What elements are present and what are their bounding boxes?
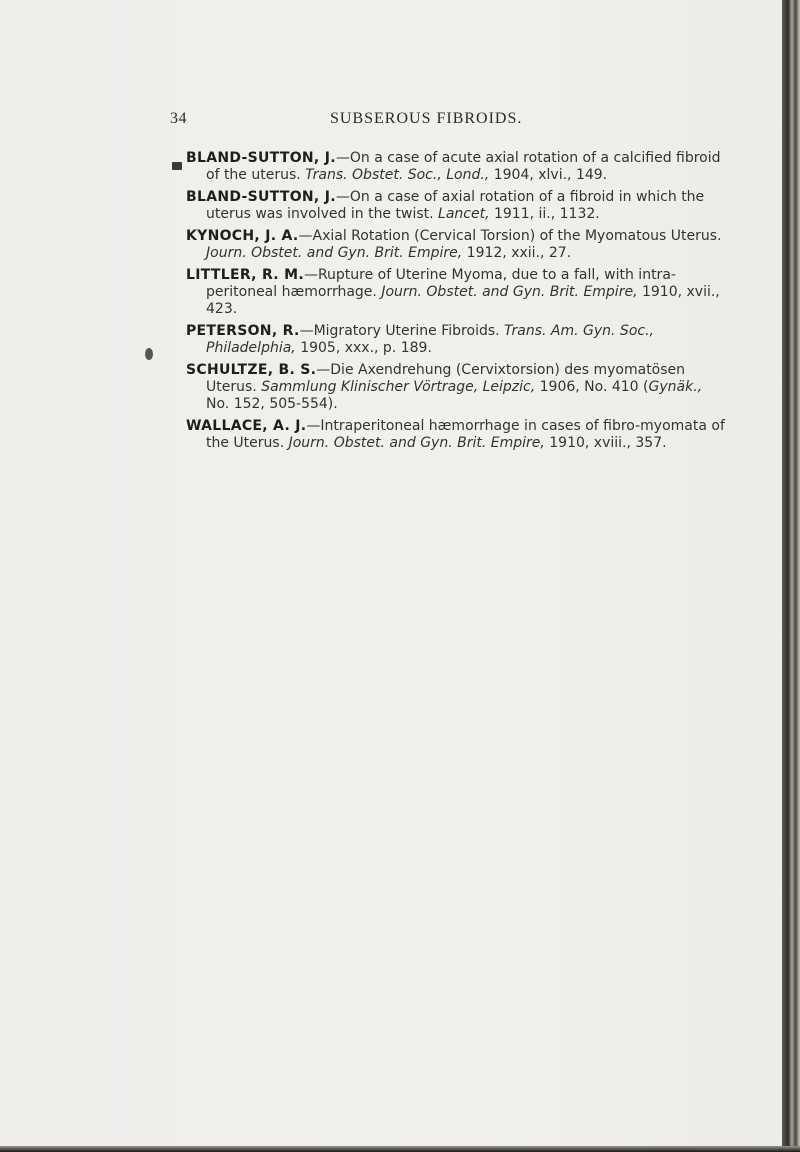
reference-citation: 1911, ii., 1132. (489, 206, 600, 222)
reference-text: —Rupture of Uterine Myoma, due to a fall, with intra-peritoneal hæmorrhage. (206, 267, 676, 300)
reference-text: —Die Axendrehung (Cervixtorsion) des myomatösen Uterus. (206, 362, 686, 395)
reference-text: —On a case of axial rotation of a fibroid in which the uterus was involved in the twist. (206, 189, 705, 222)
reference-citation: 1904, xlvi., 149. (489, 167, 608, 183)
reference-author: KYNOCH, J. A. (186, 228, 299, 244)
reference-author: LITTLER, R. M. (186, 267, 304, 283)
reference-author: SCHULTZE, B. S. (186, 362, 317, 378)
reference-journal: Lancet, (438, 206, 490, 222)
reference-author: BLAND-SUTTON, J. (186, 150, 336, 166)
reference-entry (186, 362, 726, 413)
reference-journal: Trans. Obstet. Soc., Lond., (305, 167, 490, 183)
page-bottom-edge (0, 1146, 800, 1152)
reference-journal: Sammlung Klinischer Vörtrage, Leipzic, (261, 379, 536, 395)
reference-journal: Journ. Obstet. and Gyn. Brit. Empire, (288, 435, 545, 451)
reference-author: BLAND-SUTTON, J. (186, 189, 336, 205)
reference-text: —Intraperitoneal hæmorrhage in cases of fibro-myomata of the Uterus. (206, 418, 725, 451)
page-right-edge (782, 0, 800, 1152)
ink-mark (172, 162, 182, 170)
reference-journal-secondary: Gynäk., (648, 379, 703, 395)
reference-citation: 1905, xxx., p. 189. (295, 340, 432, 356)
reference-text: —Axial Rotation (Cervical Torsion) of the Myomatous Uterus. (298, 228, 722, 244)
reference-citation: 1906, No. 410 ( (535, 379, 649, 395)
running-title: SUBSEROUS FIBROIDS. (330, 110, 523, 127)
reference-journal: Journ. Obstet. and Gyn. Brit. Empire, (206, 245, 463, 261)
reference-list (186, 150, 726, 457)
reference-entry (186, 228, 726, 262)
reference-text: —On a case of acute axial rotation of a calcified fibroid of the uterus. (206, 150, 721, 183)
reference-entry (186, 418, 726, 452)
reference-citation: 1910, xvii., 423. (206, 284, 720, 317)
reference-author: WALLACE, A. J. (186, 418, 307, 434)
reference-journal: Trans. Am. Gyn. Soc., Philadelphia, (206, 323, 654, 356)
margin-mark (145, 348, 153, 360)
reference-text: —Migratory Uterine Fibroids. (299, 323, 505, 339)
reference-entry (186, 267, 726, 318)
reference-citation: 1910, xviii., 357. (544, 435, 667, 451)
reference-entry (186, 189, 726, 223)
page-header (170, 110, 710, 132)
reference-entry (186, 323, 726, 357)
page-number: 34 (170, 110, 187, 127)
reference-author: PETERSON, R. (186, 323, 300, 339)
reference-journal: Journ. Obstet. and Gyn. Brit. Empire, (381, 284, 638, 300)
reference-citation: 1912, xxii., 27. (462, 245, 572, 261)
reference-entry (186, 150, 726, 184)
reference-citation-secondary: No. 152, 505-554). (206, 396, 338, 412)
